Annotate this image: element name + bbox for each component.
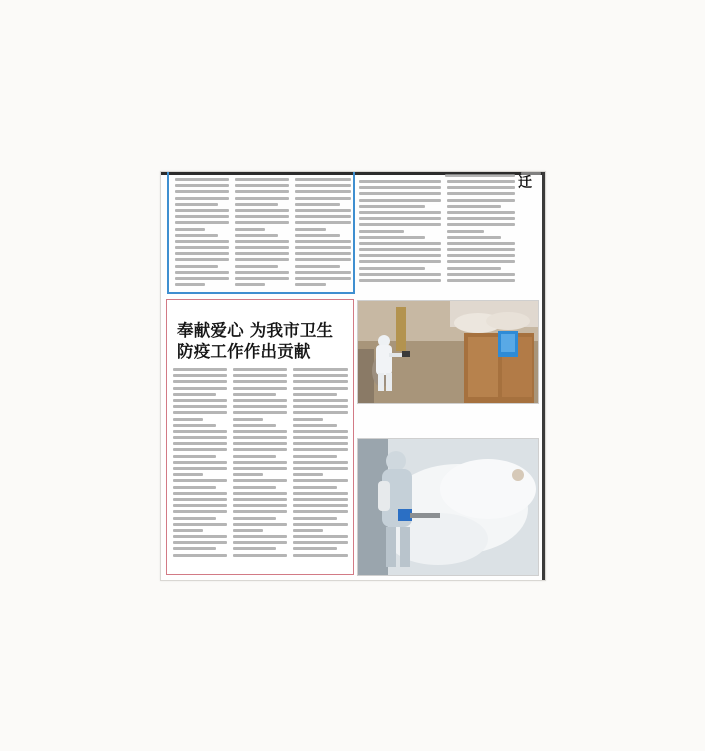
text-line [173, 455, 216, 458]
text-line [175, 197, 229, 200]
text-line [293, 424, 337, 427]
text-line [295, 215, 351, 218]
text-line [293, 461, 348, 464]
text-line [175, 234, 218, 237]
text-line [235, 252, 289, 255]
text-line [295, 221, 351, 224]
text-line [173, 523, 227, 526]
text-line [293, 492, 348, 495]
text-line [235, 203, 278, 206]
text-line [293, 448, 348, 451]
text-line [233, 442, 287, 445]
text-line [447, 236, 501, 239]
text-line [235, 265, 278, 268]
text-line [295, 246, 351, 249]
text-line [173, 368, 227, 371]
text-line [173, 479, 227, 482]
text-line [173, 467, 227, 470]
text-line [293, 436, 348, 439]
text-line [233, 473, 263, 476]
text-line [175, 258, 229, 261]
text-line [447, 242, 515, 245]
text-line [295, 252, 351, 255]
text-line [447, 223, 515, 226]
text-line [233, 523, 287, 526]
text-line [359, 205, 425, 208]
text-line [173, 424, 216, 427]
text-line [235, 234, 278, 237]
text-line [173, 387, 227, 390]
text-line [233, 498, 287, 501]
text-line [293, 486, 337, 489]
text-line [173, 393, 216, 396]
text-line [173, 492, 227, 495]
text-line [233, 399, 287, 402]
text-line [235, 190, 289, 193]
text-line [233, 393, 276, 396]
text-line [233, 510, 287, 513]
text-line [235, 271, 289, 274]
text-line [293, 517, 337, 520]
text-line [173, 436, 227, 439]
text-line [293, 430, 348, 433]
text-line [293, 411, 348, 414]
text-line [233, 448, 287, 451]
text-line [447, 199, 515, 202]
text-line [175, 240, 229, 243]
text-line [233, 504, 287, 507]
text-line [233, 492, 287, 495]
text-line [233, 547, 276, 550]
text-line [173, 498, 227, 501]
text-line [173, 510, 227, 513]
text-line [233, 380, 287, 383]
text-line [233, 554, 287, 557]
text-line [173, 541, 227, 544]
text-line [447, 186, 515, 189]
text-column [447, 180, 515, 292]
text-line [295, 240, 351, 243]
text-line [175, 228, 205, 231]
text-line [295, 234, 340, 237]
text-line [235, 178, 289, 181]
newspaper-page [160, 171, 546, 581]
text-line [447, 273, 515, 276]
text-line [293, 541, 348, 544]
top-boxed-article [167, 172, 355, 294]
text-line [233, 387, 287, 390]
text-line [293, 399, 348, 402]
text-line [235, 246, 289, 249]
text-line [233, 479, 287, 482]
text-line [293, 442, 348, 445]
text-line [175, 271, 229, 274]
text-line [295, 265, 340, 268]
text-line [173, 517, 216, 520]
text-line [173, 374, 227, 377]
text-line [175, 203, 218, 206]
text-line [175, 265, 218, 268]
text-line [445, 174, 515, 177]
text-line [233, 411, 287, 414]
text-column [233, 368, 287, 568]
page-right-edge [542, 172, 545, 580]
text-line [233, 436, 287, 439]
text-line [175, 252, 229, 255]
text-line [175, 190, 229, 193]
text-line [173, 448, 227, 451]
text-line [175, 221, 229, 224]
text-line [359, 267, 425, 270]
text-line [173, 411, 227, 414]
text-line [295, 209, 351, 212]
disinfection-spray-photo [357, 300, 539, 404]
text-line [293, 418, 323, 421]
text-line [359, 236, 425, 239]
text-line [233, 486, 276, 489]
headline-line-2: 防疫工作作出贡献 [177, 342, 311, 361]
text-line [447, 260, 515, 263]
text-line [233, 541, 287, 544]
text-line [173, 380, 227, 383]
text-line [293, 374, 348, 377]
text-line [175, 178, 229, 181]
text-line [233, 405, 287, 408]
text-line [295, 190, 351, 193]
headline-fragment: 迁 [518, 175, 532, 191]
text-column [295, 178, 351, 289]
text-line [295, 271, 351, 274]
text-line [235, 277, 289, 280]
text-line [233, 467, 287, 470]
text-line [293, 504, 348, 507]
text-line [295, 197, 351, 200]
article-headline [177, 320, 349, 362]
text-column [173, 368, 227, 568]
text-line [233, 529, 263, 532]
text-line [235, 221, 289, 224]
text-line [173, 535, 227, 538]
text-line [173, 430, 227, 433]
text-line [295, 178, 351, 181]
text-line [235, 184, 289, 187]
text-line [293, 529, 323, 532]
text-line [293, 510, 348, 513]
text-line [293, 523, 348, 526]
text-line [293, 479, 348, 482]
text-line [295, 228, 326, 231]
text-line [447, 205, 501, 208]
text-line [293, 554, 348, 557]
text-line [293, 535, 348, 538]
text-line [293, 467, 348, 470]
text-line [233, 535, 287, 538]
photo-illustration [358, 439, 538, 575]
text-column [175, 178, 229, 289]
text-column [235, 178, 289, 289]
text-line [173, 554, 227, 557]
text-line [173, 461, 227, 464]
text-line [173, 405, 227, 408]
text-line [447, 267, 501, 270]
text-line [447, 279, 515, 282]
text-column [293, 368, 348, 568]
text-line [447, 192, 515, 195]
text-line [233, 461, 287, 464]
text-line [235, 215, 289, 218]
text-line [295, 203, 340, 206]
text-line [173, 486, 216, 489]
text-line [293, 455, 337, 458]
text-line [235, 240, 289, 243]
headline-line-1: 奉献爱心 为我市卫生 [177, 321, 334, 340]
text-line [173, 473, 203, 476]
text-line [173, 547, 216, 550]
text-line [447, 230, 484, 233]
text-line [233, 455, 276, 458]
text-line [293, 380, 348, 383]
text-line [447, 217, 515, 220]
text-line [233, 374, 287, 377]
text-line [173, 504, 227, 507]
text-line [359, 230, 404, 233]
text-line [175, 246, 229, 249]
text-line [233, 430, 287, 433]
text-line [293, 387, 348, 390]
featured-article [166, 299, 354, 575]
column-divider [429, 180, 430, 292]
text-line [173, 529, 203, 532]
text-line [233, 517, 276, 520]
text-line [293, 498, 348, 501]
text-line [295, 184, 351, 187]
text-line [175, 277, 229, 280]
fogging-sprayer-photo [357, 438, 539, 576]
text-line [235, 209, 289, 212]
text-line [447, 248, 515, 251]
text-line [175, 209, 229, 212]
text-line [235, 258, 289, 261]
text-line [235, 197, 289, 200]
text-line [295, 277, 351, 280]
text-line [233, 368, 287, 371]
text-line [173, 442, 227, 445]
text-line [295, 258, 351, 261]
text-line [293, 368, 348, 371]
text-line [447, 254, 515, 257]
text-line [173, 399, 227, 402]
text-line [293, 547, 337, 550]
text-line [233, 418, 263, 421]
text-line [173, 418, 203, 421]
text-line [295, 283, 326, 286]
text-line [235, 283, 265, 286]
text-line [235, 228, 265, 231]
text-line [175, 283, 205, 286]
text-line [175, 184, 229, 187]
photo-illustration [358, 301, 538, 403]
text-column [445, 174, 515, 184]
text-line [447, 211, 515, 214]
text-line [293, 473, 323, 476]
text-line [175, 215, 229, 218]
text-line [293, 405, 348, 408]
text-line [233, 424, 276, 427]
text-line [293, 393, 337, 396]
